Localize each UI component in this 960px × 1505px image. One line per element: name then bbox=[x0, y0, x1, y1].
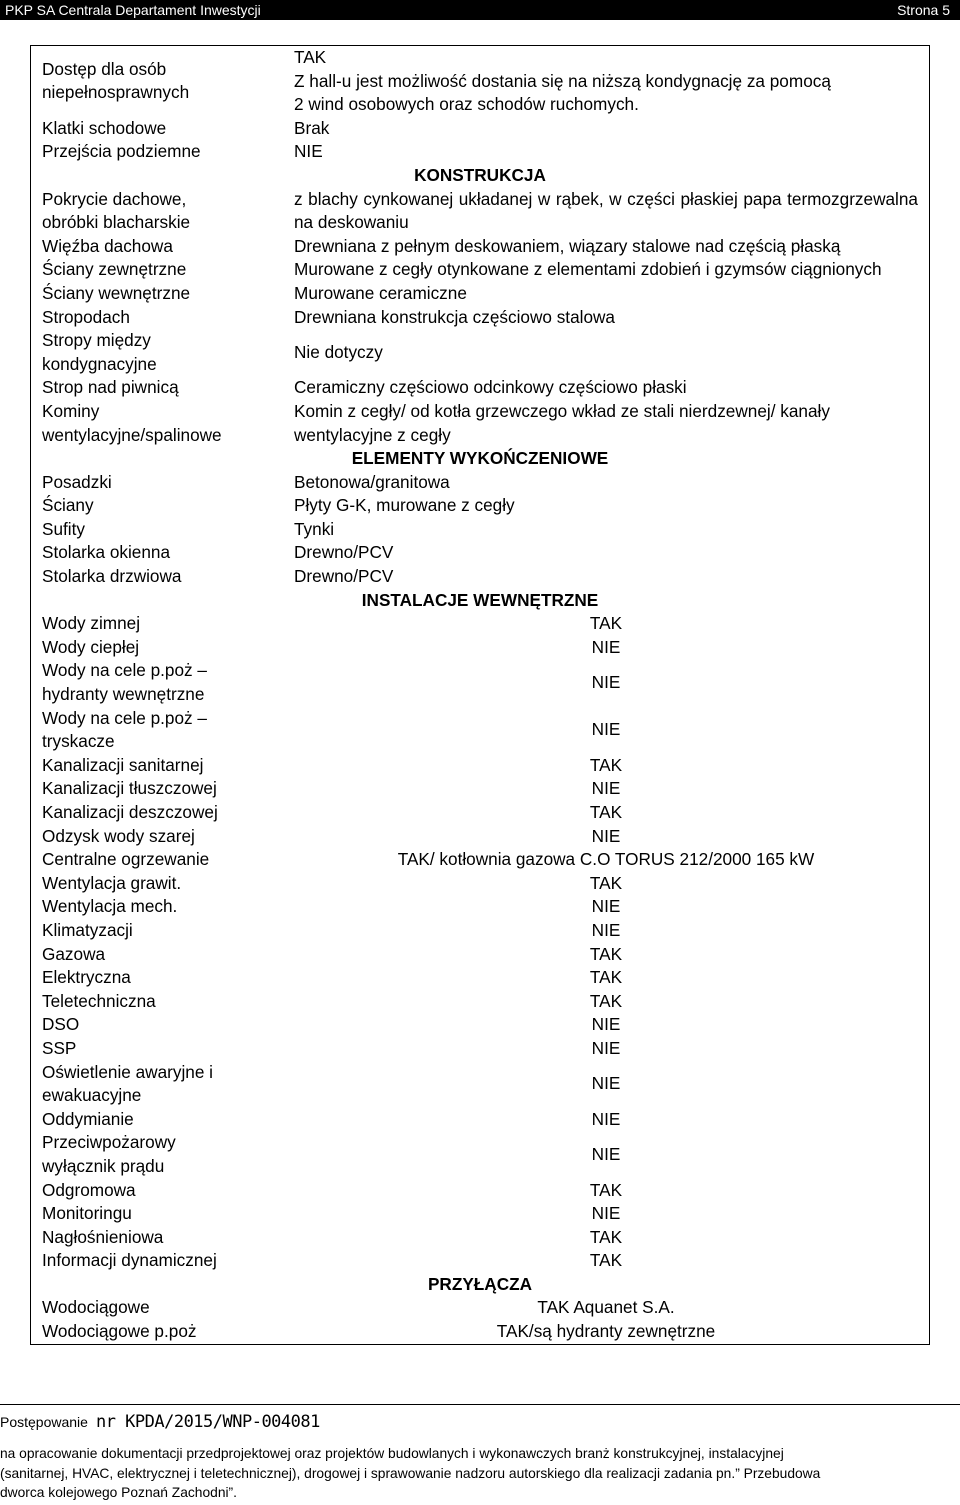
row-value-line: Z hall-u jest możliwość dostania się na niższą kondygnację za pomocą bbox=[294, 70, 831, 91]
footer-divider bbox=[0, 1404, 960, 1405]
footer-description bbox=[0, 1444, 955, 1503]
table-row bbox=[31, 636, 930, 660]
footer-procedure bbox=[0, 1411, 320, 1433]
row-label-line: Kanalizacji tłuszczowej bbox=[42, 778, 217, 799]
header-title: PKP SA Centrala Departament Inwestycji bbox=[5, 2, 261, 18]
footer-line: dworca kolejowego Poznań Zachodni”. bbox=[0, 1485, 237, 1501]
row-label-line: Wentylacja mech. bbox=[42, 896, 178, 917]
table-row bbox=[31, 329, 930, 376]
row-label bbox=[31, 612, 293, 636]
row-label-line: Nagłośnieniowa bbox=[42, 1226, 164, 1247]
row-value-line: NIE bbox=[591, 1073, 621, 1094]
row-value-line: Murowane ceramiczne bbox=[294, 282, 467, 303]
table-row bbox=[31, 1249, 930, 1273]
row-label-line: Teletechniczna bbox=[42, 990, 156, 1011]
row-label bbox=[31, 471, 293, 495]
row-label-line: niepełnosprawnych bbox=[42, 82, 190, 103]
row-label-line: Stropodach bbox=[42, 306, 130, 327]
table-row bbox=[31, 188, 930, 235]
row-label bbox=[31, 966, 293, 990]
row-value bbox=[292, 659, 930, 706]
row-value bbox=[292, 612, 930, 636]
table-row bbox=[31, 1202, 930, 1226]
row-value-line: TAK/są hydranty zewnętrzne bbox=[496, 1321, 716, 1342]
row-value bbox=[292, 1320, 930, 1344]
row-value-line: TAK bbox=[589, 872, 623, 893]
table-row bbox=[31, 848, 930, 872]
row-value bbox=[292, 825, 930, 849]
row-value bbox=[292, 1296, 930, 1320]
row-label bbox=[31, 990, 293, 1014]
table-row bbox=[31, 777, 930, 801]
row-label-line: Oświetlenie awaryjne i bbox=[42, 1061, 213, 1082]
row-value bbox=[292, 1202, 930, 1226]
row-label bbox=[31, 919, 293, 943]
table-row bbox=[31, 400, 930, 447]
row-label-line: Sufity bbox=[42, 518, 85, 539]
row-label bbox=[31, 1013, 293, 1037]
row-label-line: Więźba dachowa bbox=[42, 235, 173, 256]
table-row bbox=[31, 235, 930, 259]
section-title: KONSTRUKCJA bbox=[414, 164, 546, 185]
row-label-line: Ściany bbox=[42, 495, 94, 516]
row-value bbox=[292, 636, 930, 660]
row-value bbox=[292, 1013, 930, 1037]
row-value-line: TAK bbox=[589, 1226, 623, 1247]
row-label bbox=[31, 188, 293, 235]
row-label-line: DSO bbox=[42, 1014, 80, 1035]
row-value-line: Płyty G-K, murowane z cegły bbox=[294, 495, 515, 516]
row-label-line: Gazowa bbox=[42, 943, 106, 964]
building-specification-table bbox=[30, 45, 930, 1345]
table-row bbox=[31, 1296, 930, 1320]
row-value-line: NIE bbox=[591, 1108, 621, 1129]
row-value bbox=[292, 46, 930, 117]
table-row bbox=[31, 943, 930, 967]
row-value-line: TAK Aquanet S.A. bbox=[537, 1297, 675, 1318]
row-label bbox=[31, 1108, 293, 1132]
table-row bbox=[31, 494, 930, 518]
table-row bbox=[31, 376, 930, 400]
row-value-line: NIE bbox=[591, 672, 621, 693]
row-value bbox=[292, 1131, 930, 1178]
row-label bbox=[31, 1061, 293, 1108]
row-label bbox=[31, 1226, 293, 1250]
row-value-line: TAK bbox=[589, 1179, 623, 1200]
row-value-line: NIE bbox=[591, 1014, 621, 1035]
row-value-line: NIE bbox=[591, 719, 621, 740]
row-label-line: wyłącznik prądu bbox=[42, 1155, 165, 1176]
section-title: ELEMENTY WYKOŃCZENIOWE bbox=[351, 448, 609, 469]
row-label-line: Wody ciepłej bbox=[42, 636, 140, 657]
row-value-line: NIE bbox=[591, 1203, 621, 1224]
row-label bbox=[31, 140, 293, 164]
row-value bbox=[292, 1249, 930, 1273]
row-label bbox=[31, 400, 293, 447]
row-label-line: Wentylacja grawit. bbox=[42, 872, 182, 893]
row-value bbox=[292, 990, 930, 1014]
row-label-line: Centralne ogrzewanie bbox=[42, 849, 210, 870]
row-value bbox=[292, 1061, 930, 1108]
table-row bbox=[31, 541, 930, 565]
row-label-line: Dostęp dla osób bbox=[42, 58, 167, 79]
table-row bbox=[31, 612, 930, 636]
row-value bbox=[292, 1108, 930, 1132]
row-label-line: Ściany zewnętrzne bbox=[42, 259, 187, 280]
row-value bbox=[292, 895, 930, 919]
row-value-line: TAK bbox=[589, 754, 623, 775]
row-value-line: NIE bbox=[591, 1037, 621, 1058]
row-value-line: NIE bbox=[591, 896, 621, 917]
row-value bbox=[292, 282, 930, 306]
page-header bbox=[0, 0, 960, 20]
row-value: Murowane z cegły otynkowane z elementami zdobień i gzymsów ciągnionych bbox=[294, 259, 882, 280]
row-label bbox=[31, 707, 293, 754]
footer-line: (sanitarnej, HVAC, elektrycznej i teletechnicznej), drogowej i sprawowanie nadzoru autorskiego dla realizacji zadania pn.” Przebudowa bbox=[0, 1465, 821, 1481]
row-label bbox=[31, 659, 293, 706]
row-value-line: TAK bbox=[589, 1250, 623, 1271]
row-label bbox=[31, 1296, 293, 1320]
row-label-line: Informacji dynamicznej bbox=[42, 1250, 217, 1271]
table-row bbox=[31, 1179, 930, 1203]
table-row bbox=[31, 46, 930, 117]
row-label-line: Stolarka drzwiowa bbox=[42, 566, 182, 587]
footer-line: na opracowanie dokumentacji przedprojektowej oraz projektów budowlanych i wykonawczych branż konstrukcyjnej, instalacyjnej bbox=[0, 1446, 784, 1461]
section-header-row bbox=[31, 164, 930, 188]
row-value-line: Drewno/PCV bbox=[294, 542, 394, 563]
row-value bbox=[292, 707, 930, 754]
row-label bbox=[31, 46, 293, 117]
row-label-line: Wody na cele p.poż – bbox=[42, 707, 207, 728]
row-value bbox=[292, 565, 930, 589]
row-label bbox=[31, 306, 293, 330]
table-row bbox=[31, 966, 930, 990]
row-value-line: NIE bbox=[294, 141, 323, 162]
row-value-line: TAK bbox=[589, 967, 623, 988]
table-row bbox=[31, 282, 930, 306]
row-value bbox=[292, 518, 930, 542]
row-label bbox=[31, 376, 293, 400]
row-label-line: Elektryczna bbox=[42, 967, 131, 988]
row-value: z blachy cynkowanej układanej w rąbek, w części płaskiej papa termozgrzewalna na deskowaniu bbox=[294, 188, 918, 233]
page-number: Strona 5 bbox=[897, 2, 950, 18]
row-value-line: Brak bbox=[294, 117, 330, 138]
row-value-line: TAK bbox=[294, 47, 327, 67]
row-label-line: Stolarka okienna bbox=[42, 542, 171, 563]
table-row bbox=[31, 1061, 930, 1108]
section-header-row bbox=[31, 589, 930, 613]
footer-procedure-label: Postępowanie bbox=[0, 1414, 88, 1430]
row-value: Drewniana z pełnym deskowaniem, wiązary stalowe nad częścią płaską bbox=[294, 235, 841, 256]
row-label bbox=[31, 848, 293, 872]
row-label bbox=[31, 754, 293, 778]
row-value bbox=[292, 966, 930, 990]
row-label-line: Oddymianie bbox=[42, 1108, 134, 1129]
row-value-line: Tynki bbox=[294, 518, 335, 539]
row-label bbox=[31, 636, 293, 660]
row-label bbox=[31, 872, 293, 896]
row-label bbox=[31, 565, 293, 589]
row-label-line: kondygnacyjne bbox=[42, 353, 157, 374]
row-label-line: Odgromowa bbox=[42, 1179, 136, 1200]
row-label bbox=[31, 235, 293, 259]
row-value bbox=[292, 329, 930, 376]
row-value bbox=[292, 471, 930, 495]
table-row bbox=[31, 990, 930, 1014]
row-label-line: hydranty wewnętrzne bbox=[42, 684, 205, 705]
row-label-line: tryskacze bbox=[42, 731, 115, 752]
row-label-line: Kanalizacji sanitarnej bbox=[42, 754, 204, 775]
row-label bbox=[31, 329, 293, 376]
row-label bbox=[31, 895, 293, 919]
row-label-line: Przeciwpożarowy bbox=[42, 1132, 176, 1153]
row-value-line: TAK bbox=[589, 943, 623, 964]
row-label-line: Posadzki bbox=[42, 471, 112, 492]
row-value-line: wentylacyjne z cegły bbox=[294, 424, 451, 445]
table-row bbox=[31, 801, 930, 825]
table-row bbox=[31, 518, 930, 542]
row-label bbox=[31, 1202, 293, 1226]
row-value-line: Betonowa/granitowa bbox=[294, 471, 450, 492]
row-label bbox=[31, 541, 293, 565]
row-value-line: NIE bbox=[591, 778, 621, 799]
row-value-line: Drewniana konstrukcja częściowo stalowa bbox=[294, 306, 615, 327]
table-row bbox=[31, 707, 930, 754]
table-row bbox=[31, 565, 930, 589]
row-label-line: ewakuacyjne bbox=[42, 1085, 142, 1106]
row-value bbox=[292, 1179, 930, 1203]
row-label bbox=[31, 494, 293, 518]
table-row bbox=[31, 1013, 930, 1037]
row-value bbox=[292, 140, 930, 164]
row-label-line: Klatki schodowe bbox=[42, 117, 167, 138]
row-value-line: NIE bbox=[591, 825, 621, 846]
table-row bbox=[31, 872, 930, 896]
table-row bbox=[31, 471, 930, 495]
row-label bbox=[31, 518, 293, 542]
table-row bbox=[31, 117, 930, 141]
row-label bbox=[31, 825, 293, 849]
table-row bbox=[31, 1037, 930, 1061]
row-value bbox=[292, 1226, 930, 1250]
row-label-line: Monitoringu bbox=[42, 1203, 132, 1224]
row-value bbox=[292, 943, 930, 967]
row-value bbox=[292, 376, 930, 400]
row-label-line: Wody zimnej bbox=[42, 613, 141, 634]
row-label-line: Wodociągowe p.poż bbox=[42, 1321, 197, 1342]
row-value bbox=[292, 754, 930, 778]
row-label bbox=[31, 1179, 293, 1203]
row-value bbox=[292, 1037, 930, 1061]
row-value-line: Nie dotyczy bbox=[294, 341, 383, 362]
row-label-line: Wodociągowe bbox=[42, 1297, 150, 1318]
row-label bbox=[31, 1037, 293, 1061]
table-row bbox=[31, 258, 930, 282]
row-label bbox=[31, 801, 293, 825]
section-title: INSTALACJE WEWNĘTRZNE bbox=[361, 589, 599, 610]
row-label-line: SSP bbox=[42, 1037, 77, 1058]
row-value bbox=[292, 306, 930, 330]
row-label-line: obróbki blacharskie bbox=[42, 212, 191, 233]
row-value-line: TAK bbox=[589, 990, 623, 1011]
row-value bbox=[292, 494, 930, 518]
table-row bbox=[31, 1108, 930, 1132]
row-value-line: Ceramiczny częściowo odcinkowy częściowo płaski bbox=[294, 377, 687, 398]
row-label bbox=[31, 258, 293, 282]
table-row bbox=[31, 754, 930, 778]
table-row bbox=[31, 919, 930, 943]
row-label-line: Pokrycie dachowe, bbox=[42, 188, 187, 209]
table-row bbox=[31, 140, 930, 164]
row-value-line: 2 wind osobowych oraz schodów ruchomych. bbox=[294, 94, 639, 115]
row-label bbox=[31, 1249, 293, 1273]
row-value bbox=[292, 848, 930, 872]
row-value bbox=[292, 919, 930, 943]
row-value-line: NIE bbox=[591, 1144, 621, 1165]
table-row bbox=[31, 895, 930, 919]
row-label-line: Klimatyzacji bbox=[42, 919, 133, 940]
row-label bbox=[31, 117, 293, 141]
row-label-line: Ściany wewnętrzne bbox=[42, 282, 191, 303]
row-label-line: Odzysk wody szarej bbox=[42, 825, 195, 846]
row-value-line: TAK bbox=[589, 613, 623, 634]
row-value-line: NIE bbox=[591, 919, 621, 940]
row-value-line: Komin z cegły/ od kotła grzewczego wkład ze stali nierdzewnej/ kanały bbox=[294, 400, 830, 421]
row-value bbox=[292, 801, 930, 825]
row-label bbox=[31, 1131, 293, 1178]
table-row bbox=[31, 1131, 930, 1178]
row-label bbox=[31, 943, 293, 967]
row-label-line: Kanalizacji deszczowej bbox=[42, 802, 218, 822]
section-header-row bbox=[31, 447, 930, 471]
row-value-line: Drewno/PCV bbox=[294, 566, 394, 587]
row-value-line: TAK/ kotłownia gazowa C.O TORUS 212/2000 165 kW bbox=[397, 849, 815, 870]
row-value bbox=[292, 872, 930, 896]
table-row bbox=[31, 1226, 930, 1250]
row-label-line: Przejścia podziemne bbox=[42, 141, 201, 162]
row-label-line: Strop nad piwnicą bbox=[42, 377, 179, 398]
table-row bbox=[31, 659, 930, 706]
section-title: PRZYŁĄCZA bbox=[427, 1273, 533, 1294]
row-label-line: Stropy między bbox=[42, 330, 151, 351]
row-value bbox=[292, 117, 930, 141]
row-label bbox=[31, 1320, 293, 1344]
table-row bbox=[31, 306, 930, 330]
row-value bbox=[292, 541, 930, 565]
row-value-line: TAK bbox=[589, 802, 623, 822]
table-row bbox=[31, 1320, 930, 1344]
section-header-row bbox=[31, 1273, 930, 1297]
footer-procedure-code: nr KPDA/2015/WNP-004081 bbox=[95, 1412, 320, 1432]
row-value-line: NIE bbox=[591, 636, 621, 657]
row-label bbox=[31, 777, 293, 801]
row-value bbox=[292, 777, 930, 801]
table-row bbox=[31, 825, 930, 849]
row-label-line: Kominy bbox=[42, 400, 100, 421]
row-label bbox=[31, 282, 293, 306]
row-label-line: Wody na cele p.poż – bbox=[42, 660, 207, 681]
row-label-line: wentylacyjne/spalinowe bbox=[42, 424, 222, 445]
row-value bbox=[292, 400, 930, 447]
